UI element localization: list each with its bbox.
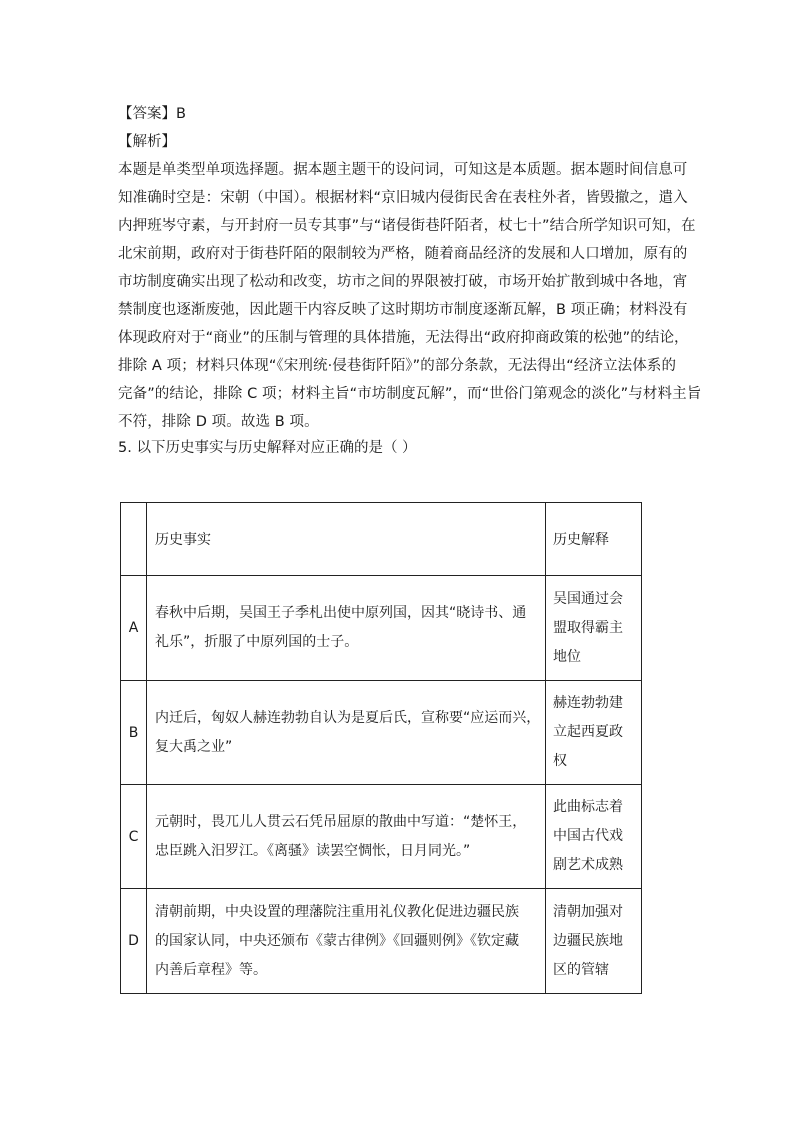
explanation-line: 此曲标志着 [553,799,623,815]
explanation-line: 边疆民族地 [553,932,623,949]
header-option-cell [121,503,147,576]
question-5-stem: 5. 以下历史事实与历史解释对应正确的是（ ） [118,440,417,456]
explanation-cell [546,681,642,785]
analysis-line: 体现政府对于“商业”的压制与管理的具体措施，无法得出“政府抑商政策的松弛”的结论， [118,330,689,346]
explanation-line: 清朝加强对 [553,903,623,920]
explanation-line: 剧艺术成熟 [553,857,623,873]
fact-line: 元朝时，畏兀儿人贯云石凭吊屈原的散曲中写道：“楚怀王， [155,813,527,830]
fact-cell [147,576,546,681]
question-table [120,502,642,994]
table-row [121,889,642,994]
explanation-line: 赫连勃勃建 [553,695,623,711]
explanation-cell [546,889,642,994]
analysis-line: 不符，排除 D 项。故选 B 项。 [118,414,319,430]
fact-line: 复大禹之业” [155,738,233,755]
explanation-line: 区的管辖 [553,961,609,978]
fact-line: 忠臣跳入汨罗江。《离骚》读罢空惆怅，日月同光。” [155,842,471,859]
analysis-line: 市坊制度确实出现了松动和改变，坊市之间的界限被打破，市场开始扩散到城中各地，宵 [118,274,688,290]
table-row [121,785,642,889]
explanation-line: 盟取得霸主 [553,619,623,636]
explanation-line: 地位 [553,648,581,665]
explanation-line: 中国古代戏 [553,828,623,844]
fact-line: 内迁后，匈奴人赫连勃勃自认为是夏后氏，宣称要“应运而兴， [155,709,541,726]
table-row [121,681,642,785]
option-label: A [121,576,147,681]
option-label: B [121,681,147,785]
analysis-line: 禁制度也逐渐废弛，因此题干内容反映了这时期坊市制度逐渐瓦解，B 项正确；材料没有 [118,302,688,318]
fact-cell [147,785,546,889]
analysis-line: 内押班岑守素，与开封府一员专其事”与“诸侵街巷阡陌者，杖七十”结合所学知识可知，在 [118,218,696,234]
fact-line: 内善后章程》等。 [155,961,267,978]
option-label: C [121,785,147,889]
fact-line: 春秋中后期，吴国王子季札出使中原列国，因其“晓诗书、通 [155,605,527,621]
analysis-line: 本题是单类型单项选择题。据本题主题干的设问词，可知这是本质题。据本题时间信息可 [118,162,688,178]
table-row [121,576,642,681]
fact-line: 礼乐”，折服了中原列国的士子。 [155,634,359,650]
answer-label: 【答案】B [118,106,186,122]
explanation-cell [546,785,642,889]
analysis-line: 知准确时空是：宋朝（中国）。根据材料“京旧城内侵街民舍在表柱外者，皆毁撤之，遣入 [118,190,688,206]
explanation-line: 权 [553,753,567,769]
analysis-label: 【解析】 [118,134,176,150]
header-fact-cell: 历史事实 [147,503,546,576]
explanation-line: 立起西夏政 [553,724,623,740]
fact-cell [147,889,546,994]
document-body [118,100,702,460]
table-header-row [121,503,642,576]
explanation-line: 吴国通过会 [553,590,623,607]
analysis-line: 北宋前期，政府对于街巷阡陌的限制较为严格，随着商品经济的发展和人口增加，原有的 [118,246,688,262]
fact-cell [147,681,546,785]
analysis-paragraph [118,156,702,436]
analysis-line: 排除 A 项；材料只体现“《宋刑统·侵巷街阡陌》”的部分条款，无法得出“经济立法体系的 [118,358,677,374]
header-explanation-cell: 历史解释 [546,503,642,576]
fact-line: 的国家认同，中央还颁布《蒙古律例》《回疆则例》《钦定藏 [155,932,519,949]
option-label: D [121,889,147,994]
fact-line: 清朝前期，中央设置的理藩院注重用礼仪教化促进边疆民族 [155,903,519,920]
analysis-line: 完备”的结论，排除 C 项；材料主旨“市坊制度瓦解”，而“世俗门第观念的淡化”与材料主旨 [118,386,702,402]
explanation-cell [546,576,642,681]
